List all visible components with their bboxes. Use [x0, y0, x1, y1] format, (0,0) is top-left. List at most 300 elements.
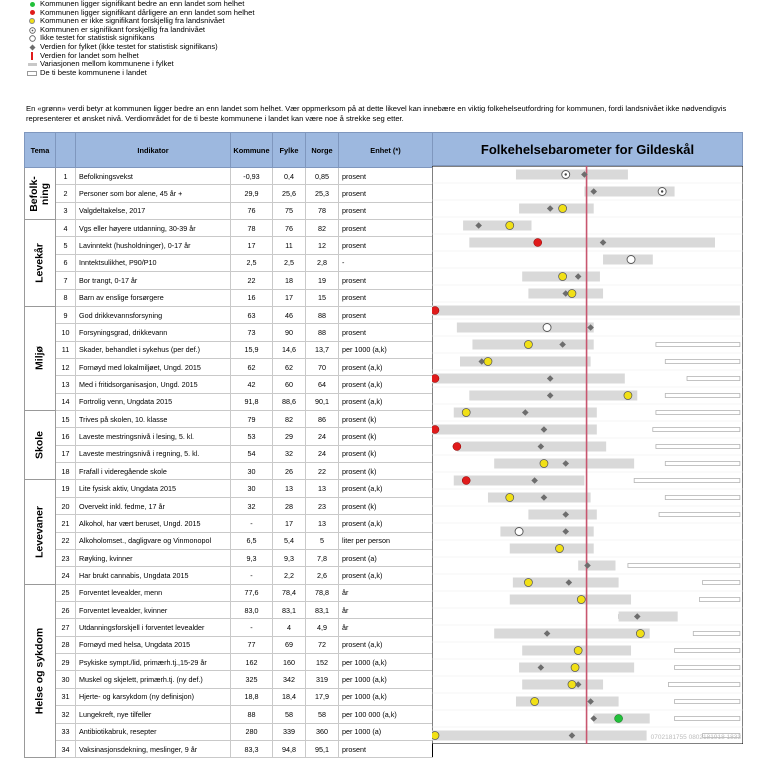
fylke-value: 29 — [273, 428, 306, 445]
county-range-bar — [469, 238, 715, 248]
kommune-marker-yellow — [540, 460, 548, 468]
row-number: 2 — [56, 185, 76, 202]
kommune-value: 15,9 — [231, 341, 273, 358]
indicator-name: Hjerte- og karsykdom (ny definisjon) — [76, 688, 231, 705]
gray-bar-icon — [26, 60, 38, 68]
top10-bar — [656, 445, 740, 449]
kommune-value: 76 — [231, 202, 273, 219]
table-row — [25, 324, 433, 341]
table-row — [25, 445, 433, 462]
norge-value: 88 — [306, 324, 339, 341]
row-number: 17 — [56, 445, 76, 462]
indicator-name: Muskel og skjelett, primærh.tj. (ny def.) — [76, 671, 231, 688]
kommune-marker-open — [515, 528, 523, 536]
indicator-name: Lite fysisk aktiv, Ungdata 2015 — [76, 480, 231, 497]
top10-bar — [656, 343, 740, 347]
kommune-marker-red — [453, 443, 461, 451]
kommune-value: 91,8 — [231, 393, 273, 410]
unit: prosent — [339, 237, 433, 254]
kommune-marker-yellow — [574, 647, 582, 655]
kommune-marker-yellow — [636, 630, 644, 638]
row-number: 30 — [56, 671, 76, 688]
county-range-bar — [500, 527, 593, 537]
norge-value: 95,1 — [306, 740, 339, 757]
kommune-value: 88 — [231, 706, 273, 723]
norge-value: 23 — [306, 497, 339, 514]
table-row — [25, 549, 433, 566]
top10-bar — [656, 411, 740, 415]
table-row — [25, 688, 433, 705]
row-number: 33 — [56, 723, 76, 740]
top10-bar — [628, 564, 740, 568]
kommune-marker-yellow — [559, 205, 567, 213]
tema-cell — [25, 168, 56, 220]
unit: prosent (k) — [339, 497, 433, 514]
fylke-value: 88,6 — [273, 393, 306, 410]
row-number: 29 — [56, 654, 76, 671]
county-range-bar — [494, 629, 650, 639]
indicator-name: Fornøyd med lokalmiljøet, Ungd. 2015 — [76, 358, 231, 375]
table-row — [25, 740, 433, 757]
unit: per 1000 (a,k) — [339, 671, 433, 688]
table-row — [25, 237, 433, 254]
indicator-name: Fornøyd med helsa, Ungdata 2015 — [76, 636, 231, 653]
indicator-name: God drikkevannsforsyning — [76, 306, 231, 323]
fylke-value: 17 — [273, 289, 306, 306]
unit: år — [339, 619, 433, 636]
row-number: 9 — [56, 306, 76, 323]
table-row — [25, 254, 433, 271]
kommune-marker-yellow — [559, 273, 567, 281]
fylke-value: 339 — [273, 723, 306, 740]
county-range-bar — [619, 612, 678, 622]
indicator-name: Personer som bor alene, 45 år + — [76, 185, 231, 202]
norge-value: 19 — [306, 272, 339, 289]
table-row — [25, 706, 433, 723]
kommune-value: 83,0 — [231, 601, 273, 618]
indicator-name: Forsyningsgrad, drikkevann — [76, 324, 231, 341]
table-row — [25, 306, 433, 323]
col-header-nr — [56, 133, 76, 168]
legend-text: Verdien for fylket (ikke testet for statistisk signifikans) — [40, 41, 218, 51]
tema-cell — [25, 480, 56, 584]
norge-value: 90,1 — [306, 393, 339, 410]
top10-bar — [675, 717, 740, 721]
green-dot-icon — [26, 0, 38, 8]
unit: per 1000 (a,k) — [339, 688, 433, 705]
indicator-name: Har brukt cannabis, Ungdata 2015 — [76, 567, 231, 584]
norge-value: 17,9 — [306, 688, 339, 705]
indicator-name: Inntektsulikhet, P90/P10 — [76, 254, 231, 271]
unit: prosent (a,k) — [339, 393, 433, 410]
indicator-name: Vgs eller høyere utdanning, 30-39 år — [76, 220, 231, 237]
row-number: 26 — [56, 601, 76, 618]
unit: prosent (a) — [339, 549, 433, 566]
barometer-table-wrap — [24, 132, 743, 754]
norge-value: 83,1 — [306, 601, 339, 618]
norge-value: 5 — [306, 532, 339, 549]
kommune-value: 30 — [231, 480, 273, 497]
county-range-bar — [516, 170, 628, 180]
norge-value: 2,6 — [306, 567, 339, 584]
county-range-bar — [510, 595, 631, 605]
kommune-value: 2,5 — [231, 254, 273, 271]
fylke-value: 28 — [273, 497, 306, 514]
col-header-enhet: Enhet (*) — [339, 133, 433, 168]
indicator-name: Valgdeltakelse, 2017 — [76, 202, 231, 219]
kommune-value: 42 — [231, 376, 273, 393]
unit: prosent (a,k) — [339, 376, 433, 393]
county-range-bar — [463, 221, 531, 231]
footer-id: 0702181755 0802181918 1833 — [650, 734, 741, 741]
row-number: 25 — [56, 584, 76, 601]
fylke-value: 11 — [273, 237, 306, 254]
diamond-icon — [26, 43, 38, 51]
county-range-bar — [578, 561, 615, 571]
indicator-name: Utdanningsforskjell i forventet levealder — [76, 619, 231, 636]
indicator-name: Med i fritidsorganisasjon, Ungd. 2015 — [76, 376, 231, 393]
unit: år — [339, 601, 433, 618]
kommune-marker-dotted-center — [661, 190, 663, 192]
unit: prosent — [339, 272, 433, 289]
table-row — [25, 428, 433, 445]
table-row — [25, 289, 433, 306]
kommune-value: 62 — [231, 358, 273, 375]
norge-value: 25,3 — [306, 185, 339, 202]
fylke-value: 60 — [273, 376, 306, 393]
kommune-value: 18,8 — [231, 688, 273, 705]
row-number: 31 — [56, 688, 76, 705]
table-header-row — [25, 133, 433, 168]
indicator-name: Laveste mestringsnivå i regning, 5. kl. — [76, 445, 231, 462]
row-number: 22 — [56, 532, 76, 549]
kommune-value: 30 — [231, 463, 273, 480]
tema-label: Befolk- ning — [28, 175, 51, 212]
barometer-chart — [432, 166, 743, 744]
table-row — [25, 601, 433, 618]
indicator-name: Lungekreft, nye tilfeller — [76, 706, 231, 723]
kommune-marker-yellow — [568, 290, 576, 298]
row-number: 34 — [56, 740, 76, 757]
row-number: 13 — [56, 376, 76, 393]
dotted-circle-icon — [26, 26, 38, 34]
county-range-bar — [432, 374, 625, 384]
tema-cell — [25, 411, 56, 480]
kommune-value: - — [231, 515, 273, 532]
legend-text: De ti beste kommunene i landet — [40, 67, 147, 77]
row-number: 21 — [56, 515, 76, 532]
kommune-value: - — [231, 567, 273, 584]
indicator-table — [24, 132, 433, 758]
tema-label: Levekår — [33, 243, 46, 283]
kommune-value: 54 — [231, 445, 273, 462]
row-number: 6 — [56, 254, 76, 271]
norge-value: 78,8 — [306, 584, 339, 601]
county-range-bar — [522, 680, 603, 690]
norge-value: 360 — [306, 723, 339, 740]
table-row — [25, 636, 433, 653]
tema-label: Skole — [33, 431, 46, 460]
kommune-value: 280 — [231, 723, 273, 740]
kommune-marker-yellow — [568, 681, 576, 689]
barometer-title: Folkehelsebarometer for Gildeskål — [432, 132, 743, 166]
legend-text: Verdien for landet som helhet — [40, 50, 139, 60]
row-number: 14 — [56, 393, 76, 410]
row-number: 24 — [56, 567, 76, 584]
top10-bar — [665, 394, 740, 398]
table-row — [25, 532, 433, 549]
indicator-name: Barn av enslige forsørgere — [76, 289, 231, 306]
unit: per 1000 (a,k) — [339, 341, 433, 358]
county-range-bar — [472, 340, 593, 350]
unit: prosent (k) — [339, 411, 433, 428]
indicator-name: Psykiske sympt./lid, primærh.tj.,15-29 år — [76, 654, 231, 671]
unit: - — [339, 254, 433, 271]
table-row — [25, 393, 433, 410]
table-row — [25, 411, 433, 428]
norge-value: 82 — [306, 220, 339, 237]
table-row — [25, 723, 433, 740]
kommune-marker-yellow — [556, 545, 564, 553]
norge-value: 15 — [306, 289, 339, 306]
indicator-name: Forventet levealder, kvinner — [76, 601, 231, 618]
fylke-value: 9,3 — [273, 549, 306, 566]
table-row — [25, 497, 433, 514]
kommune-value: 29,9 — [231, 185, 273, 202]
kommune-marker-red — [534, 239, 542, 247]
kommune-value: 16 — [231, 289, 273, 306]
row-number: 11 — [56, 341, 76, 358]
table-row — [25, 515, 433, 532]
row-number: 15 — [56, 411, 76, 428]
norge-value: 88 — [306, 306, 339, 323]
unit: liter per person — [339, 532, 433, 549]
unit: per 1000 (a,k) — [339, 654, 433, 671]
col-header-kommune: Kommune — [231, 133, 273, 168]
unit: per 1000 (a) — [339, 723, 433, 740]
kommune-marker-red — [432, 375, 439, 383]
kommune-value: 83,3 — [231, 740, 273, 757]
norge-value: 24 — [306, 445, 339, 462]
row-number: 20 — [56, 497, 76, 514]
fylke-value: 342 — [273, 671, 306, 688]
kommune-marker-red — [432, 426, 439, 434]
fylke-value: 13 — [273, 480, 306, 497]
row-number: 27 — [56, 619, 76, 636]
tema-cell — [25, 584, 56, 758]
table-row — [25, 671, 433, 688]
kommune-value: 32 — [231, 497, 273, 514]
kommune-value: 17 — [231, 237, 273, 254]
fylke-value: 14,6 — [273, 341, 306, 358]
unit: prosent (a,k) — [339, 515, 433, 532]
indicator-name: Antibiotikabruk, resepter — [76, 723, 231, 740]
kommune-marker-yellow — [571, 664, 579, 672]
fylke-value: 160 — [273, 654, 306, 671]
county-range-bar — [457, 442, 606, 452]
fylke-value: 46 — [273, 306, 306, 323]
top10-bar — [665, 496, 740, 500]
norge-value: 7,8 — [306, 549, 339, 566]
intro-text: En «grønn» verdi betyr at kommunen ligger bedre an enn landet som helhet. Vær oppmerksom på at dette likevel kan innebære en viktig folkehelseutfordring for kommunen, fordi landsnivået ikke nødvendigvis representerer et ønsket nivå. Verdiområdet for de ti beste kommunene i landet kan være noe å strekke seg etter. — [26, 104, 727, 123]
row-number: 7 — [56, 272, 76, 289]
fylke-value: 4 — [273, 619, 306, 636]
indicator-name: Fortrolig venn, Ungdata 2015 — [76, 393, 231, 410]
fylke-value: 62 — [273, 358, 306, 375]
norge-value: 72 — [306, 636, 339, 653]
legend-text: Variasjonen mellom kommunene i fylket — [40, 59, 174, 69]
norge-value: 70 — [306, 358, 339, 375]
col-header-indikator: Indikator — [76, 133, 231, 168]
table-row — [25, 584, 433, 601]
kommune-value: - — [231, 619, 273, 636]
kommune-value: 6,5 — [231, 532, 273, 549]
norge-value: 58 — [306, 706, 339, 723]
row-number: 18 — [56, 463, 76, 480]
row-number: 1 — [56, 168, 76, 185]
indicator-name: Alkoholomset., dagligvare og Vinmonopol — [76, 532, 231, 549]
unit: prosent (k) — [339, 463, 433, 480]
fylke-value: 78,4 — [273, 584, 306, 601]
top10-bar — [653, 428, 740, 432]
kommune-value: 63 — [231, 306, 273, 323]
norge-value: 152 — [306, 654, 339, 671]
fylke-value: 90 — [273, 324, 306, 341]
fylke-value: 32 — [273, 445, 306, 462]
indicator-name: Røyking, kvinner — [76, 549, 231, 566]
kommune-value: 73 — [231, 324, 273, 341]
kommune-marker-red — [462, 477, 470, 485]
norge-value: 319 — [306, 671, 339, 688]
kommune-value: 53 — [231, 428, 273, 445]
tema-label: Levevaner — [33, 506, 46, 559]
unit: per 100 000 (a,k) — [339, 706, 433, 723]
norge-value: 0,85 — [306, 168, 339, 185]
fylke-value: 75 — [273, 202, 306, 219]
table-row — [25, 619, 433, 636]
indicator-name: Alkohol, har vært beruset, Ungd. 2015 — [76, 515, 231, 532]
county-range-bar — [432, 731, 647, 741]
kommune-marker-yellow — [577, 596, 585, 604]
legend-text: Kommunen er signifikant forskjellig fra landnivået — [40, 24, 206, 34]
county-range-bar — [519, 204, 594, 214]
kommune-marker-open — [543, 324, 551, 332]
unit: år — [339, 584, 433, 601]
unit: prosent — [339, 324, 433, 341]
table-row — [25, 654, 433, 671]
norge-value: 13 — [306, 480, 339, 497]
row-number: 32 — [56, 706, 76, 723]
unit: prosent — [339, 289, 433, 306]
top10-bar — [693, 632, 740, 636]
kommune-marker-red — [432, 307, 439, 315]
norge-value: 13 — [306, 515, 339, 532]
kommune-marker-yellow — [506, 494, 514, 502]
table-row — [25, 220, 433, 237]
fylke-value: 17 — [273, 515, 306, 532]
top10-bar — [675, 666, 740, 670]
top10-bar — [675, 649, 740, 653]
unit: prosent (a,k) — [339, 480, 433, 497]
kommune-marker-yellow — [524, 579, 532, 587]
table-row — [25, 202, 433, 219]
unit: prosent — [339, 168, 433, 185]
outline-bar-icon — [26, 69, 38, 77]
kommune-value: 325 — [231, 671, 273, 688]
top10-bar — [699, 598, 739, 602]
fylke-value: 2,2 — [273, 567, 306, 584]
indicator-name: Forventet levealder, menn — [76, 584, 231, 601]
fylke-value: 83,1 — [273, 601, 306, 618]
norge-value: 78 — [306, 202, 339, 219]
indicator-name: Skader, behandlet i sykehus (per def.) — [76, 341, 231, 358]
table-row — [25, 358, 433, 375]
county-range-bar — [457, 323, 594, 333]
legend-text: Kommunen er ikke signifikant forskjellig fra landsnivået — [40, 16, 225, 26]
legend-text: Kommunen ligger signifikant bedre an enn landet som helhet — [40, 0, 245, 8]
indicator-name: Frafall i videregående skole — [76, 463, 231, 480]
norge-value: 13,7 — [306, 341, 339, 358]
row-number: 12 — [56, 358, 76, 375]
kommune-marker-dotted-center — [565, 173, 567, 175]
indicator-name: Befolkningsvekst — [76, 168, 231, 185]
kommune-value: 77,6 — [231, 584, 273, 601]
norge-value: 22 — [306, 463, 339, 480]
kommune-value: 9,3 — [231, 549, 273, 566]
fylke-value: 25,6 — [273, 185, 306, 202]
tema-label: Miljø — [33, 346, 46, 371]
unit: prosent — [339, 220, 433, 237]
table-row — [25, 480, 433, 497]
row-number: 28 — [56, 636, 76, 653]
table-row — [25, 567, 433, 584]
fylke-value: 76 — [273, 220, 306, 237]
unit: prosent (k) — [339, 445, 433, 462]
legend-text: Ikke testet for statistisk signifikans — [40, 33, 155, 43]
norge-value: 2,8 — [306, 254, 339, 271]
row-number: 5 — [56, 237, 76, 254]
top10-bar — [659, 513, 740, 517]
norge-value: 86 — [306, 411, 339, 428]
top10-bar — [687, 377, 740, 381]
norge-value: 4,9 — [306, 619, 339, 636]
fylke-value: 94,8 — [273, 740, 306, 757]
kommune-marker-yellow — [506, 222, 514, 230]
indicator-name: Lavinntekt (husholdninger), 0-17 år — [76, 237, 231, 254]
norge-value: 64 — [306, 376, 339, 393]
unit: prosent (a,k) — [339, 636, 433, 653]
row-number: 23 — [56, 549, 76, 566]
table-row — [25, 185, 433, 202]
table-row — [25, 272, 433, 289]
top10-bar — [668, 683, 740, 687]
fylke-value: 82 — [273, 411, 306, 428]
kommune-value: 77 — [231, 636, 273, 653]
indicator-name: Vaksinasjonsdekning, meslinger, 9 år — [76, 740, 231, 757]
kommune-marker-yellow — [432, 732, 439, 740]
unit: prosent — [339, 185, 433, 202]
fylke-value: 0,4 — [273, 168, 306, 185]
fylke-value: 18 — [273, 272, 306, 289]
norge-value: 24 — [306, 428, 339, 445]
norge-value: 12 — [306, 237, 339, 254]
table-row — [25, 463, 433, 480]
unit: prosent (a,k) — [339, 358, 433, 375]
row-number: 10 — [56, 324, 76, 341]
kommune-value: 78 — [231, 220, 273, 237]
fylke-value: 69 — [273, 636, 306, 653]
top10-bar — [703, 581, 740, 585]
